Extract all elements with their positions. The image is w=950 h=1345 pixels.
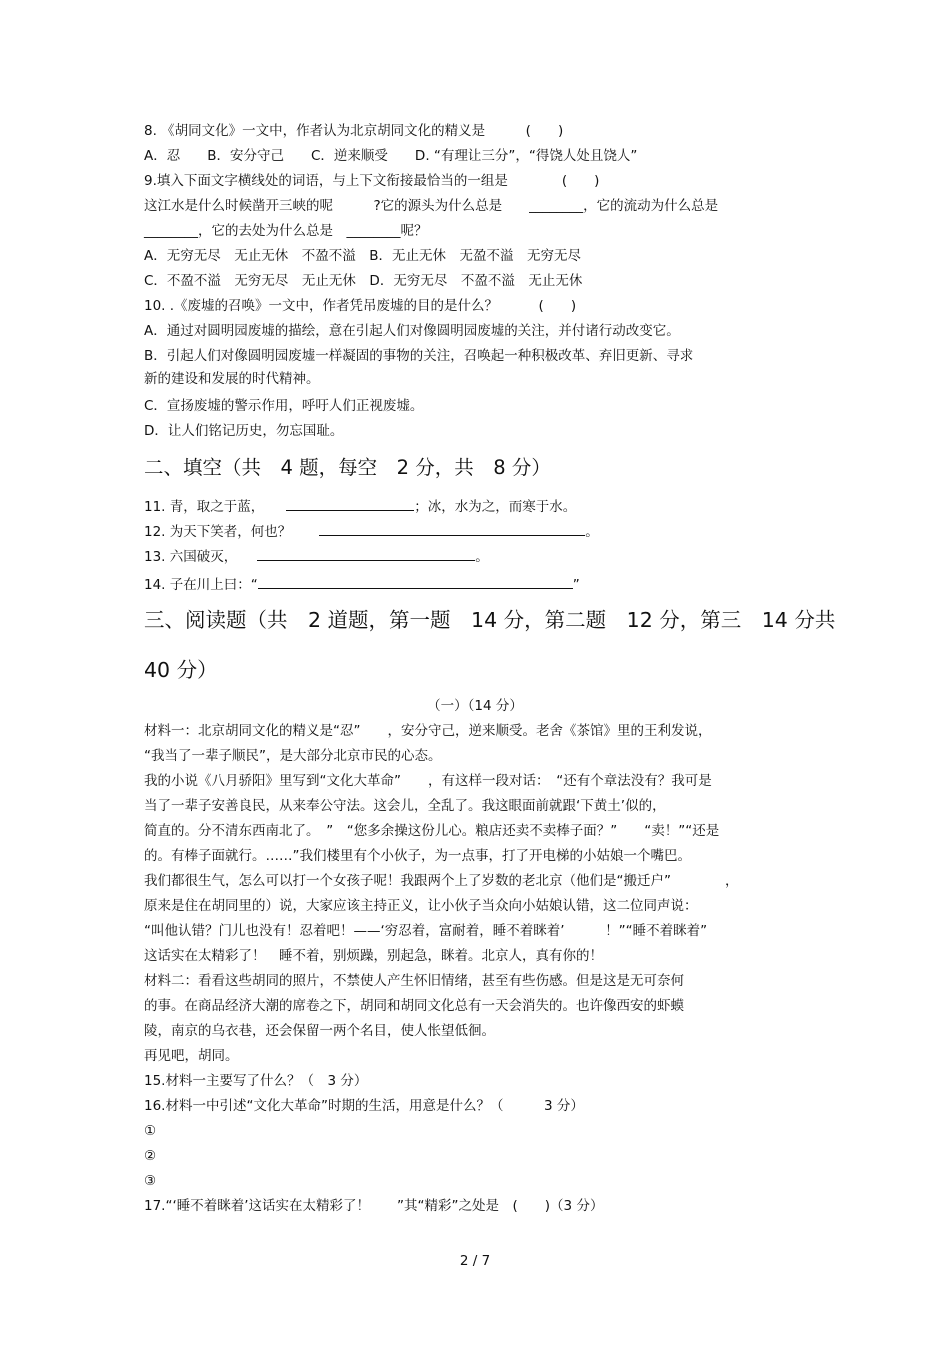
question-15: 15.材料一主要写了什么？（ 3 分） [144,1073,368,1089]
material-1-line-4: 当了一辈子安善良民，从来奉公守法。这会儿，全乱了。我这眼面前就跟‘下黄土’似的， [144,798,666,814]
question-8-options: A．忍 B．安分守己 C．逆来顺受 D. “有理让三分”，“得饶人处且饶人” [144,148,638,164]
material-1-line-2: “我当了一辈子顺民”，是大部分北京市民的心态。 [144,748,442,764]
question-14 [144,574,580,594]
question-8: 8. 《胡同文化》一文中，作者认为北京胡同文化的精义是 ( ) [144,123,564,139]
material-1-line-5: 简直的。分不清东西南北了。 ” “您多余操这份儿心。粮店还卖不卖棒子面？” “卖！”“还是 [144,823,720,839]
answer-slot-3[interactable]: ③ [144,1173,157,1189]
question-11-suffix: ；冰，水为之，而寒于水。 [414,499,577,515]
question-17: 17.“‘睡不着眯着’这话实在太精彩了！ ”其“精彩”之处是 ( )（3 分） [144,1198,604,1214]
question-12-suffix: 。 [585,524,599,540]
section-2-heading: 二、填空（共 4 题，每空 2 分，共 8 分） [144,456,551,479]
question-13-suffix: 。 [475,549,489,565]
material-2-line-1: 材料二：看看这些胡同的照片，不禁使人产生怀旧情绪，甚至有些伤感。但是这是无可奈何 [144,973,684,989]
material-1-line-9: “叫他认错？门儿也没有！忍着吧！——‘穷忍着，富耐着，睡不着眯着’ ！”“睡不着眯着” [144,923,708,939]
material-2-line-3: 陵，南京的乌衣巷，还会保留一两个名目，使人怅望低徊。 [144,1023,495,1039]
answer-blank[interactable] [319,521,585,536]
question-12 [144,521,599,541]
question-11 [144,496,576,516]
question-10-option-b-line-1: B．引起人们对像圆明园废墟一样凝固的事物的关注，召唤起一种积极改革、弃旧更新、寻求 [144,348,694,364]
question-10-option-b-line-2: 新的建设和发展的时代精神。 [144,371,320,387]
question-9: 9.填入下面文字横线处的词语，与上下文衔接最恰当的一组是 ( ) [144,173,600,189]
question-10-option-d: D．让人们铭记历史，勿忘国耻。 [144,423,344,439]
answer-slot-2[interactable]: ② [144,1148,157,1164]
question-9-text-line-2: ________，它的去处为什么总是 ________呢？ [144,223,428,239]
material-2-line-2: 的事。在商品经济大潮的席卷之下，胡同和胡同文化总有一天会消失的。也许像西安的虾蟆 [144,998,684,1014]
question-13 [144,546,489,566]
question-9-options-ab: A．无穷无尽 无止无休 不盈不溢 B．无止无休 无盈不溢 无穷无尽 [144,248,581,264]
question-13-prefix: 13. 六国破灭， [144,549,238,565]
answer-slot-1[interactable]: ① [144,1123,157,1139]
material-1-line-6: 的。有棒子面就行。……”我们楼里有个小伙子，为一点事，打了开电梯的小姑娘一个嘴巴。 [144,848,691,864]
question-10-option-c: C．宣扬废墟的警示作用，呼吁人们正视废墟。 [144,398,424,414]
part-1-heading: （一）（14 分） [427,698,523,714]
material-2-line-4: 再见吧，胡同。 [144,1048,239,1064]
question-11-prefix: 11. 青，取之于蓝， [144,499,265,515]
material-1-line-1: 材料一：北京胡同文化的精义是“忍” ，安分守己，逆来顺受。老舍《茶馆》里的王利发说， [144,723,712,739]
answer-blank[interactable] [258,574,573,589]
question-9-text-line-1: 这江水是什么时候凿开三峡的呢 ?它的源头为什么总是 ________，它的流动为什么总是 [144,198,719,214]
material-1-line-7: 我们都很生气，怎么可以打一个女孩子呢！我跟两个上了岁数的老北京（他们是“搬迁户” ， [144,873,739,889]
question-10: 10. .《废墟的召唤》一文中，作者凭吊废墟的目的是什么？ ( ) [144,298,577,314]
section-3-heading-line-2: 40 分） [144,658,218,682]
question-12-prefix: 12. 为天下笑者，何也？ [144,524,292,540]
question-14-suffix: ” [572,577,580,593]
section-3-heading-line-1: 三、阅读题（共 2 道题，第一题 14 分，第二题 12 分，第三 14 分共 [144,608,836,632]
page-number: 2 / 7 [459,1253,491,1269]
answer-blank[interactable] [257,546,475,561]
question-10-option-a: A．通过对圆明园废墟的描绘，意在引起人们对像圆明园废墟的关注，并付诸行动改变它。 [144,323,680,339]
answer-blank[interactable] [286,496,414,511]
material-1-line-10: 这话实在太精彩了！ 睡不着，别烦躁，别起急，眯着。北京人，真有你的！ [144,948,603,964]
question-9-options-cd: C．不盈不溢 无穷无尽 无止无休 D．无穷无尽 不盈不溢 无止无休 [144,273,583,289]
material-1-line-8: 原来是住在胡同里的）说，大家应该主持正义，让小伙子当众向小姑娘认错，这二位同声说： [144,898,698,914]
question-14-prefix: 14. 子在川上曰：“ [144,577,258,593]
material-1-line-3: 我的小说《八月骄阳》里写到“文化大革命” ，有这样一段对话： “还有个章法没有？我可是 [144,773,712,789]
question-16: 16.材料一中引述“文化大革命”时期的生活，用意是什么？（ 3 分） [144,1098,584,1114]
